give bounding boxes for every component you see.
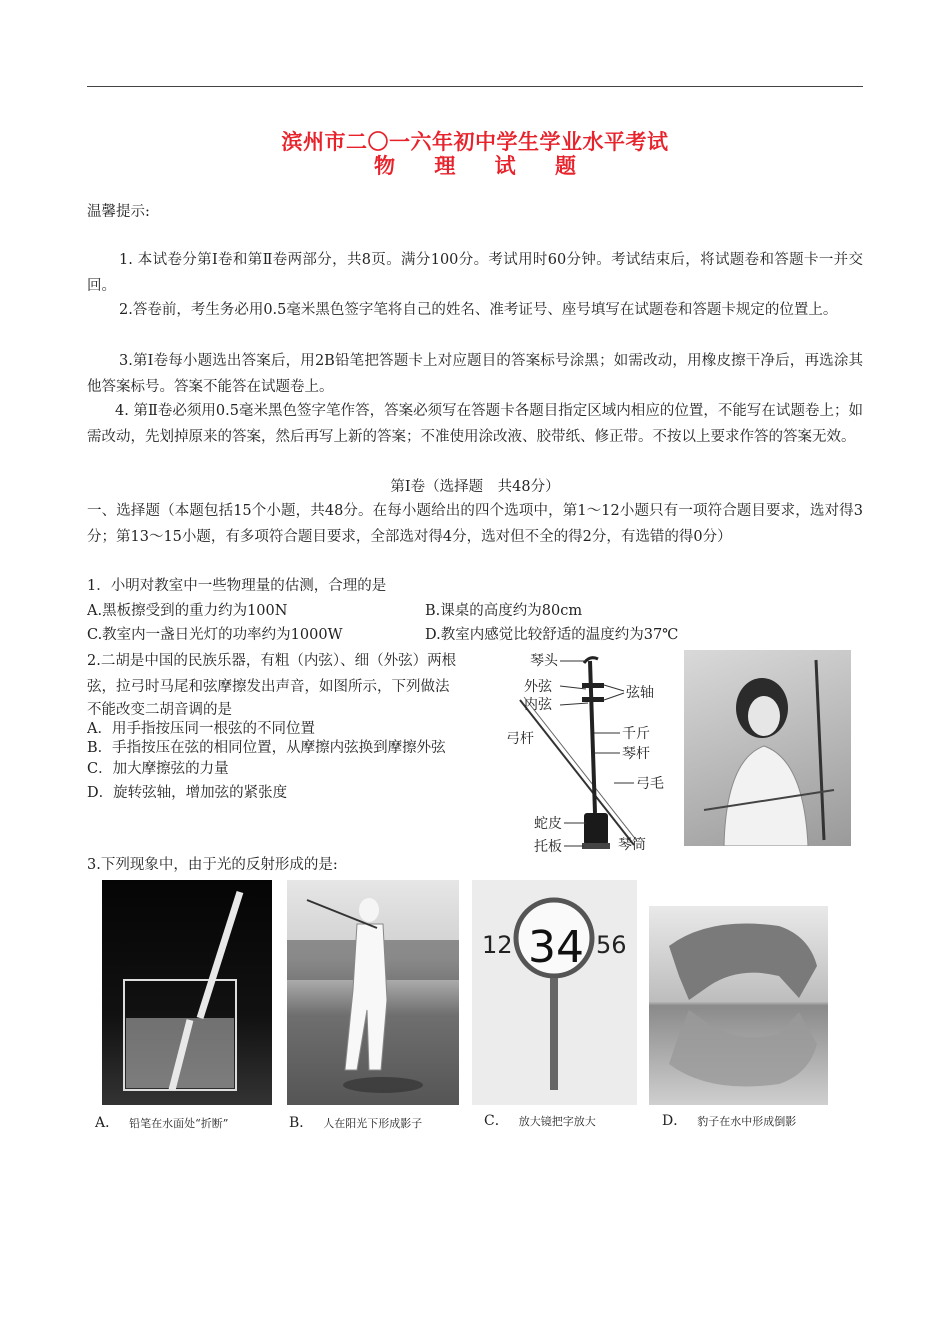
section-instructions: 一、选择题（本题包括15个小题，共48分。在每小题给出的四个选项中，第1～12小题只有一项符合题目要求，选对得3分；第13～15小题，有多项符合题目要求，全部选对得4分，选对但不全的得2分，有选错的得0分） (87, 503, 863, 545)
q2-stem-line-2: 弦，拉弓时马尾和弦摩擦发出声音，如图所示，下列做法 (87, 679, 450, 695)
pencil-upper (200, 892, 240, 1018)
label-qintou: 琴头 (530, 653, 558, 669)
caption-b-text: 人在阳光下形成影子 (323, 1117, 423, 1130)
label-qintong: 琴筒 (618, 837, 646, 853)
header-rule (87, 86, 863, 87)
q1-option-b: B.课桌的高度约为80cm (425, 603, 583, 619)
erhu-diagram (502, 645, 677, 857)
photo-golfer-shadow (287, 880, 459, 1105)
q1-option-a: A.黑板擦受到的重力约为100N (87, 603, 288, 619)
label-tuoban: 托板 (534, 839, 562, 855)
label-gonggan: 弓杆 (506, 731, 534, 747)
label-line-neixian (560, 703, 588, 705)
photo-magnifier (472, 880, 637, 1105)
q1-option-d: D.教室内感觉比较舒适的温度约为37℃ (425, 627, 679, 643)
golfer-head-shape (359, 898, 379, 922)
leopard-reflection-shape (669, 1010, 817, 1087)
erhu-peg-bottom (582, 697, 604, 702)
label-shepi: 蛇皮 (534, 816, 562, 832)
caption-c-letter: C． (484, 1113, 509, 1129)
erhu-peg-top (582, 683, 604, 688)
player-face-shape (748, 696, 780, 736)
caption-d-letter: D． (662, 1113, 688, 1129)
label-neixian: 内弦 (524, 697, 552, 713)
erhu-base-shape (582, 843, 610, 849)
exam-title: 滨州市二〇一六年初中学生学业水平考试 (281, 129, 669, 154)
caption-c-text: 放大镜把字放大 (518, 1115, 596, 1128)
q2-option-c: C．加大摩擦弦的力量 (87, 761, 229, 777)
photo-pencil-in-water (102, 880, 272, 1105)
magnifier-figure (472, 880, 637, 1105)
caption-a-letter: A． (95, 1115, 120, 1131)
golfer-figure (287, 880, 459, 1105)
tip-item-2: 2.答卷前，考生务必用0.5毫米黑色签字笔将自己的姓名、准考证号、座号填写在试题卷和答题卡规定的位置上。 (119, 302, 838, 318)
label-qingan: 琴杆 (622, 746, 650, 762)
q2-option-d: D．旋转弦轴，增加弦的紧张度 (87, 785, 288, 801)
tips-heading: 温馨提示: (87, 204, 150, 220)
photo-leopard-reflection (649, 906, 828, 1105)
q2-stem-line-3: 不能改变二胡音调的是 (87, 702, 232, 718)
tip-item-1: 1. 本试卷分第Ⅰ卷和第Ⅱ卷两部分，共8页。满分100分。考试用时60分钟。考试结束后，将试题卷和答题卡一并交回。 (87, 252, 863, 294)
tip-item-3: 3.第Ⅰ卷每小题选出答案后，用2B铅笔把答题卡上对应题目的答案标号涂黑；如需改动，用橡皮擦干净后，再选涂其他答案标号。答案不能答在试题卷上。 (87, 353, 863, 395)
pencil-beaker-figure (102, 880, 272, 1105)
q2-option-a: A．用手指按压同一根弦的不同位置 (87, 721, 315, 737)
section-title: 第Ⅰ卷（选择题 共48分） (390, 479, 560, 495)
q2-stem-line-1: 2.二胡是中国的民族乐器，有粗（内弦）、细（外弦）两根 (87, 653, 457, 669)
player-erhu-neck (816, 660, 824, 840)
golfer-shadow-shape (343, 1077, 423, 1093)
magnifier-text-right: 56 (596, 931, 627, 959)
label-line-xianzhou-1 (604, 685, 624, 691)
q1-option-c: C.教室内一盏日光灯的功率约为1000W (87, 627, 343, 643)
caption-b (289, 1112, 422, 1132)
label-gongmao: 弓毛 (636, 776, 664, 792)
erhu-player-photo (684, 650, 851, 846)
label-line-xianzhou-2 (604, 693, 624, 700)
subject-title: 物 理 试 题 (374, 153, 592, 178)
leopard-figure (649, 906, 828, 1105)
label-qianjin: 千斤 (622, 726, 650, 742)
leopard-body-shape (669, 924, 817, 1001)
caption-a (95, 1112, 228, 1132)
caption-b-letter: B． (289, 1115, 314, 1131)
tip-item-4: 4. 第Ⅱ卷必须用0.5毫米黑色签字笔作答，答案必须写在答题卡各题目指定区域内相应的位置，不能写在试题卷上；如需改动，先划掉原来的答案，然后再写上新的答案；不准使用涂改液、胶带纸、修正带。不按以上要求作答的答案无效。 (87, 403, 863, 445)
label-xianzhou: 弦轴 (626, 685, 654, 701)
caption-d (662, 1110, 796, 1130)
magnifier-text-center: 34 (528, 922, 584, 973)
caption-d-text: 豹子在水中形成倒影 (697, 1115, 797, 1128)
q1-stem: 1．小明对教室中一些物理量的估测，合理的是 (87, 578, 387, 594)
caption-c (484, 1110, 596, 1130)
magnifier-text-left: 12 (482, 931, 513, 959)
caption-a-text: 铅笔在水面处“折断” (129, 1117, 229, 1130)
label-waixian: 外弦 (524, 679, 552, 695)
erhu-player-figure (684, 650, 851, 846)
magnifier-handle-shape (550, 978, 558, 1090)
erhu-resonator-shape (584, 813, 608, 845)
q3-stem: 3.下列现象中，由于光的反射形成的是: (87, 857, 338, 873)
q2-option-b: B．手指按压在弦的相同位置，从摩擦内弦换到摩擦外弦 (87, 740, 446, 756)
